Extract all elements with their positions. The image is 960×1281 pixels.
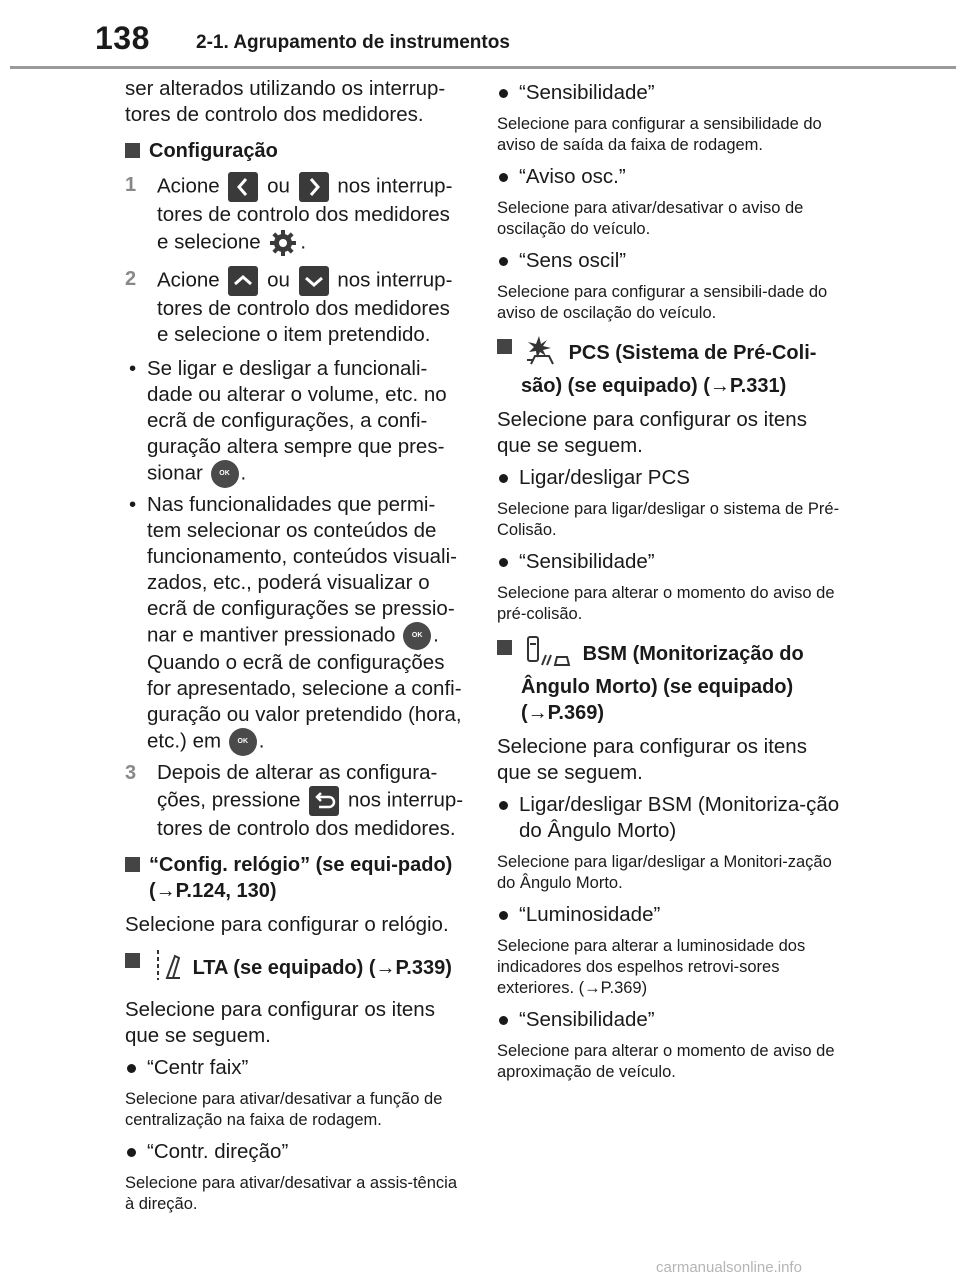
pre-collision-icon: [525, 334, 559, 373]
arrow-icon: →: [709, 375, 730, 397]
note-text: .: [258, 729, 265, 753]
list-item: “Sensibilidade”: [497, 1007, 842, 1033]
step-text: nos interrup-tores de controlo dos medidores e selecione: [157, 174, 453, 254]
section-configuracao: [125, 138, 465, 164]
list-item-description: Selecione para ativar/desativar a função de centralização na faixa de rodagem.: [125, 1090, 443, 1129]
square-bullet-icon: [497, 339, 512, 354]
section-title: BSM (Monitorização do Ângulo Morto) (se equipado) (: [521, 642, 804, 724]
note-2: [125, 492, 465, 756]
page-reference[interactable]: P.331): [729, 375, 787, 397]
square-bullet-icon: [497, 640, 512, 655]
bsm-description: Selecione para configurar os itens que se seguem.: [497, 735, 807, 784]
bullet-dot: •: [129, 357, 137, 380]
square-bullet-icon: [125, 857, 140, 872]
square-bullet-icon: [125, 953, 140, 968]
arrow-icon: →: [527, 702, 548, 724]
step-text: .: [300, 230, 307, 254]
lane-trace-icon: [153, 948, 183, 989]
list-item: “Centr faix”: [125, 1055, 465, 1081]
list-item: “Sens oscil”: [497, 248, 842, 274]
note-text: Nas funcionalidades que permi-tem selecionar os conteúdos de funcionamento, conteúdos visuali-zados, etc., poderá visualizar o ecrã de configurações se pressio-nar e mantiver pressionado: [147, 493, 457, 647]
down-arrow-button-icon: [299, 266, 329, 296]
page-reference[interactable]: P.369): [547, 702, 605, 724]
section-lta: [125, 948, 465, 989]
section-title: LTA (se equipado) (: [192, 956, 376, 979]
section-pcs: [497, 334, 842, 399]
list-item: “Sensibilidade”: [497, 549, 842, 575]
step-text: ou: [267, 268, 290, 292]
step-2: [125, 266, 465, 348]
step-text: nos interrup-tores de controlo dos medidores e selecione o item pretendido.: [157, 268, 453, 346]
gear-icon: [268, 228, 298, 258]
list-item-description: Selecione para ligar/desligar a Monitori-zação do Ângulo Morto.: [497, 853, 832, 892]
list-item-description: Selecione para alterar o momento do aviso de pré-colisão.: [497, 584, 835, 623]
step-number: 3: [125, 762, 137, 784]
list-item-description: Selecione para alterar o momento de aviso de aproximação de veículo.: [497, 1042, 835, 1081]
step-text: Acione: [157, 268, 220, 292]
square-bullet-icon: [125, 143, 140, 158]
pcs-description: Selecione para configurar os itens que se seguem.: [497, 408, 807, 457]
step-number: 2: [125, 268, 137, 290]
arrow-icon: →: [375, 956, 396, 979]
page-header: [0, 0, 960, 72]
section-title: PCS (Sistema de Pré-Coli-são) (se equipado) (: [521, 341, 817, 397]
right-column: [497, 76, 842, 1091]
list-item-description: Selecione para alterar a luminosidade dos indicadores dos espelhos retrovi-sores exteriores. (→P.369): [497, 937, 806, 997]
list-item: “Sensibilidade”: [497, 80, 842, 106]
header-divider: [10, 66, 956, 69]
list-item: “Luminosidade”: [497, 902, 842, 928]
page-number: 138: [95, 20, 150, 56]
note-1: [125, 356, 465, 488]
list-item-description: Selecione para ligar/desligar o sistema de Pré-Colisão.: [497, 500, 840, 539]
lta-description: Selecione para configurar os itens que se seguem.: [125, 998, 435, 1047]
step-text: Depois de alterar as configura-ções, pressione: [157, 761, 438, 812]
section-bsm: [497, 635, 842, 726]
blind-spot-monitor-icon: [525, 635, 573, 674]
ok-button-icon: OK: [229, 728, 257, 756]
list-item-description: Selecione para ativar/desativar o aviso de oscilação do veículo.: [497, 199, 804, 238]
list-item-description: Selecione para configurar a sensibili-dade do aviso de oscilação do veículo.: [497, 283, 828, 322]
bullet-dot: •: [129, 493, 137, 516]
ok-button-icon: OK: [211, 460, 239, 488]
ok-button-icon: OK: [403, 622, 431, 650]
clock-description: Selecione para configurar o relógio.: [125, 913, 449, 936]
left-arrow-button-icon: [228, 172, 258, 202]
section-config-relogio: [125, 852, 465, 904]
note-text: . Quando o ecrã de configurações for apresentado, selecione a confi-guração ou valor pretendido (hora, etc.) em: [147, 623, 462, 753]
step-text: Acione: [157, 174, 220, 198]
right-arrow-button-icon: [299, 172, 329, 202]
step-text: nos interrup-tores de controlo dos medidores.: [157, 788, 464, 840]
step-text: ou: [267, 174, 290, 198]
list-item-description: Selecione para ativar/desativar a assis-tência à direção.: [125, 1174, 458, 1213]
left-column: [125, 76, 465, 1223]
note-text: Se ligar e desligar a funcionali-dade ou alterar o volume, etc. no ecrã de configurações, a confi-guração altera sempre que pres-sionar: [147, 357, 447, 485]
intro-text: ser alterados utilizando os interrup-tores de controlo dos medidores.: [125, 77, 446, 126]
list-item: Ligar/desligar BSM (Monitoriza-ção do Ângulo Morto): [497, 792, 842, 844]
section-title: Configuração: [149, 140, 278, 162]
step-1: [125, 172, 465, 258]
note-text: .: [240, 461, 247, 485]
watermark: carmanualsonline.info: [656, 1259, 802, 1276]
up-arrow-button-icon: [228, 266, 258, 296]
back-button-icon: [309, 786, 339, 816]
page-reference[interactable]: P.339): [395, 956, 452, 979]
list-item: Ligar/desligar PCS: [497, 465, 842, 491]
section-title: “Config. relógio” (se equi-pado) (: [149, 854, 453, 902]
step-number: 1: [125, 174, 137, 196]
list-item-description: Selecione para configurar a sensibilidade do aviso de saída da faixa de rodagem.: [497, 115, 822, 154]
arrow-icon: →: [155, 880, 176, 902]
chapter-title: 2-1. Agrupamento de instrumentos: [196, 32, 510, 53]
page-reference[interactable]: P.124, 130): [175, 880, 277, 902]
list-item: “Aviso osc.”: [497, 164, 842, 190]
step-3: [125, 760, 465, 842]
list-item: “Contr. direção”: [125, 1139, 465, 1165]
